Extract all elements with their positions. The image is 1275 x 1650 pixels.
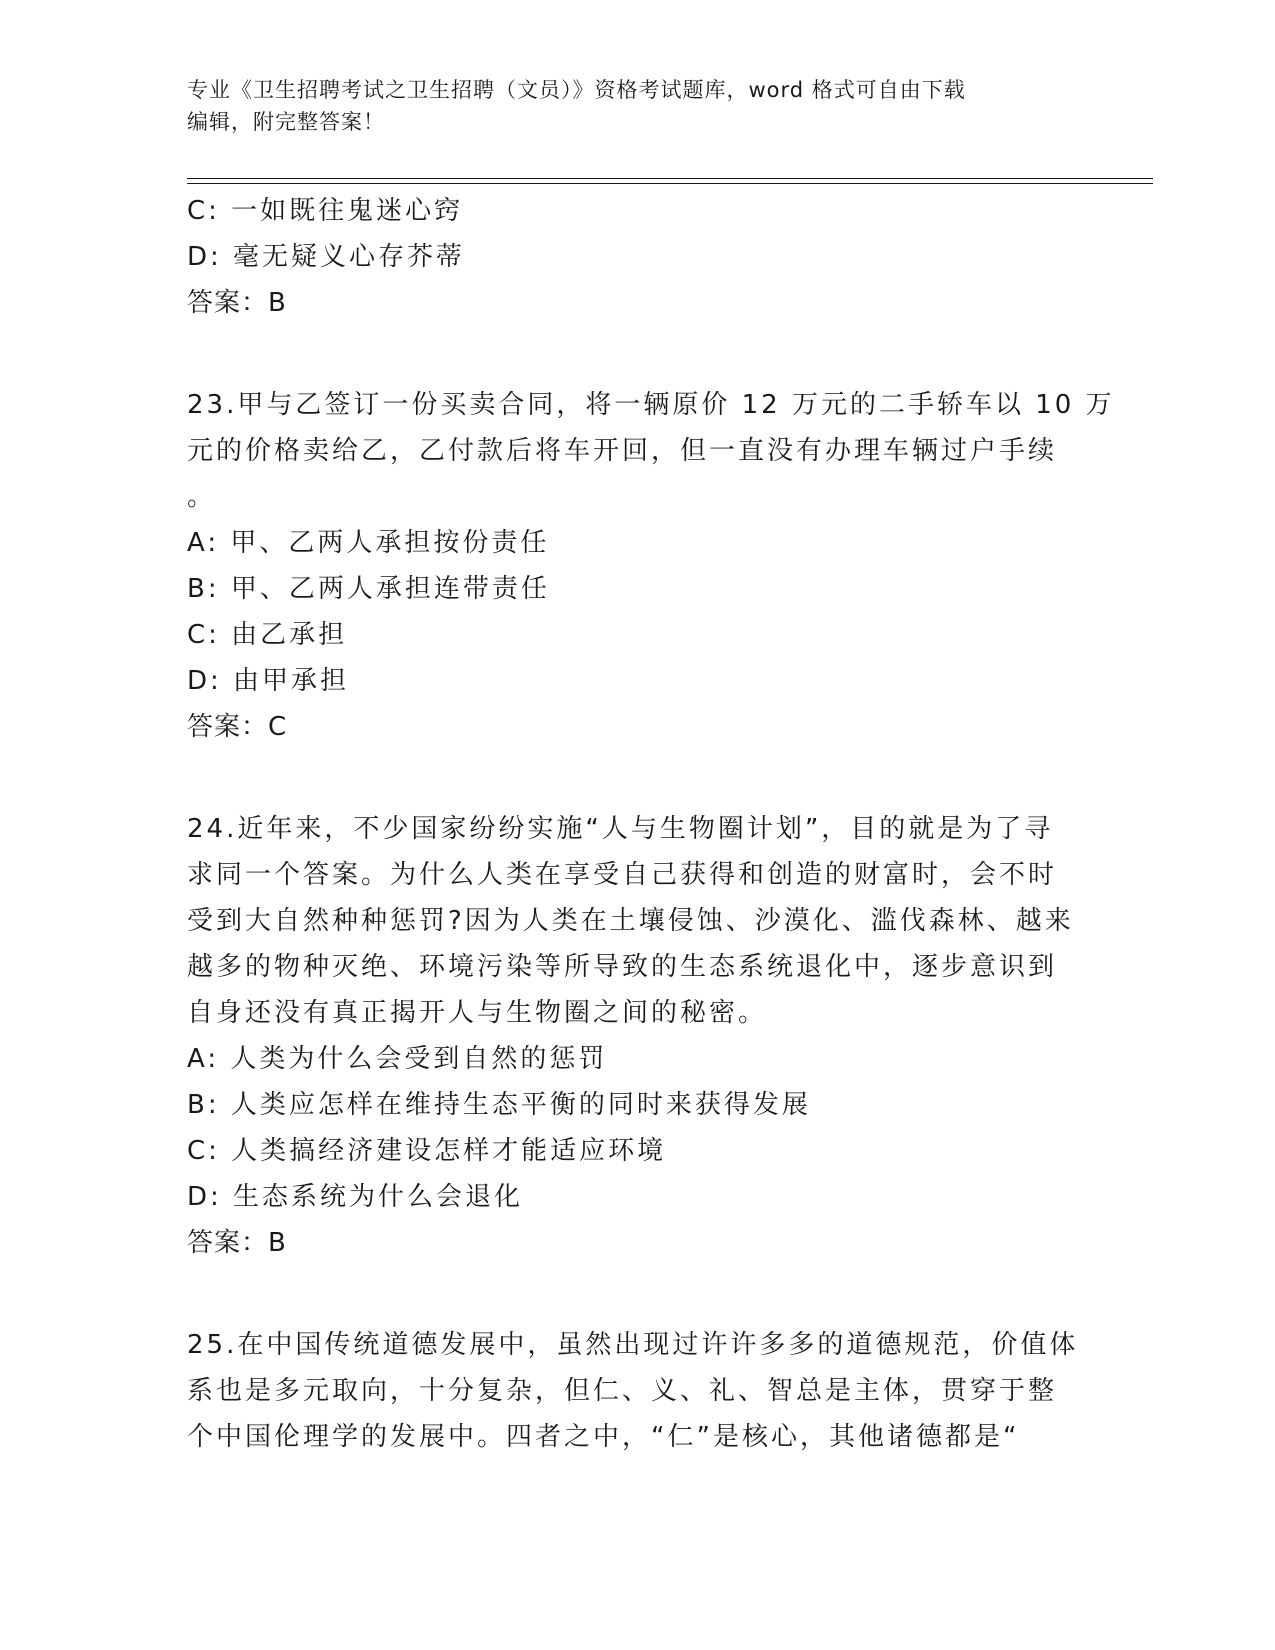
q24-stem [187,806,1074,1036]
q23-option-b: B: 甲、乙两人承担连带责任 [187,574,550,604]
question-22-tail [187,188,1087,326]
q25-stem-line-3: 个中国伦理学的发展中。四者之中，“仁”是核心，其他诸德都是“ [187,1422,1020,1452]
q25-stem [187,1322,1079,1460]
header-rule-bottom [187,183,1153,184]
header-line-2: 编辑，附完整答案！ [187,110,385,134]
q22-answer: 答案：B [187,288,287,318]
q23-option-c: C: 由乙承担 [187,620,348,650]
spacer [187,750,1087,806]
q24-stem-line-3: 受到大自然种种惩罚?因为人类在土壤侵蚀、沙漠化、滥伐森林、越来 [187,906,1074,936]
q23-option-a: A: 甲、乙两人承担按份责任 [187,528,550,558]
header-rule-top [187,178,1153,179]
spacer [187,326,1087,382]
q22-option-d: D: 毫无疑义心存芥蒂 [187,242,466,272]
q24-stem-line-2: 求同一个答案。为什么人类在享受自己获得和创造的财富时，会不时 [187,860,1058,890]
q22-option-c: C: 一如既往鬼迷心窍 [187,196,464,226]
q24-option-b: B: 人类应怎样在维持生态平衡的同时来获得发展 [187,1090,811,1120]
q23-stem-line-1: 23.甲与乙签订一份买卖合同，将一辆原价 12 万元的二手轿车以 10 万 [187,390,1115,420]
question-25 [187,1322,1087,1460]
q23-stem-line-2: 元的价格卖给乙，乙付款后将车开回，但一直没有办理车辆过户手续 [187,436,1058,466]
document-header [187,74,1087,138]
q23-stem-line-3: 。 [187,482,217,512]
q24-stem-line-4: 越多的物种灭绝、环境污染等所导致的生态系统退化中，逐步意识到 [187,952,1058,982]
q24-stem-line-1: 24.近年来，不少国家纷纷实施“人与生物圈计划”，目的就是为了寻 [187,814,1054,844]
q23-option-d: D: 由甲承担 [187,666,350,696]
q23-stem [187,382,1115,520]
q24-option-a: A: 人类为什么会受到自然的惩罚 [187,1044,608,1074]
q24-stem-line-5: 自身还没有真正揭开人与生物圈之间的秘密。 [187,998,768,1028]
q25-stem-line-2: 系也是多元取向，十分复杂，但仁、义、礼、智总是主体，贯穿于整 [187,1376,1058,1406]
question-24 [187,806,1087,1266]
q24-option-d: D: 生态系统为什么会退化 [187,1182,524,1212]
q24-answer: 答案：B [187,1228,287,1258]
spacer [187,1266,1087,1322]
header-line-1: 专业《卫生招聘考试之卫生招聘（文员）》资格考试题库，word 格式可自由下载 [187,78,966,102]
q23-answer: 答案：C [187,712,288,742]
q25-stem-line-1: 25.在中国传统道德发展中，虽然出现过许许多多的道德规范，价值体 [187,1330,1079,1360]
question-23 [187,382,1115,750]
question-content [187,188,1115,1460]
q24-option-c: C: 人类搞经济建设怎样才能适应环境 [187,1136,667,1166]
